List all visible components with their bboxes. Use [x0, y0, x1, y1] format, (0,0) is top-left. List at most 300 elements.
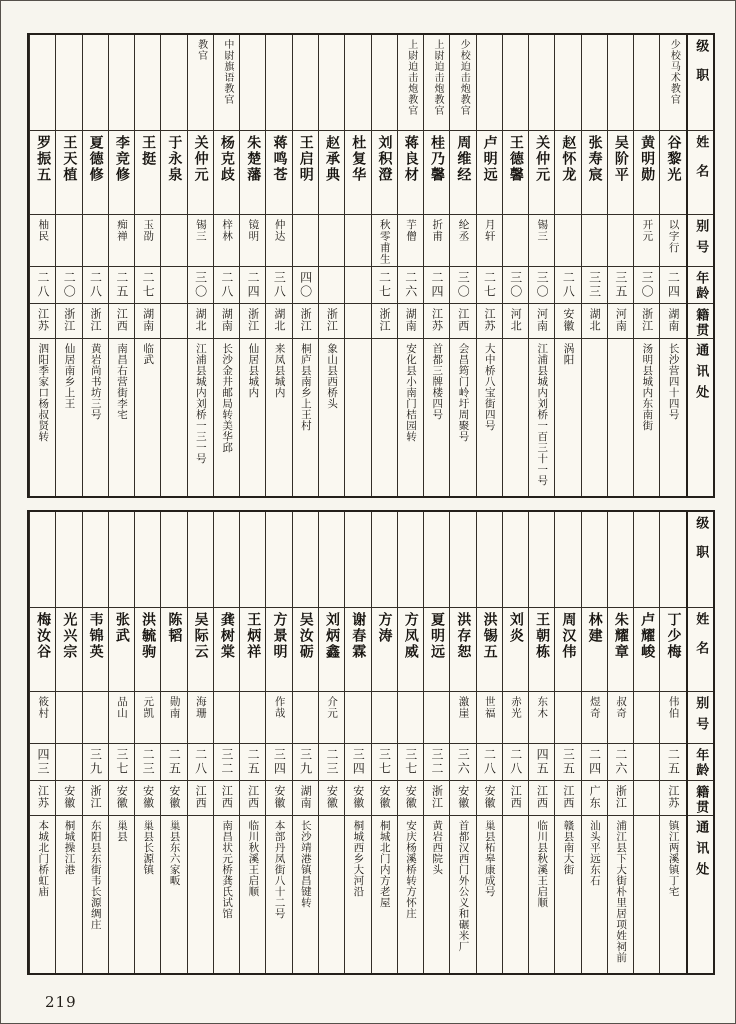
name-cell — [188, 131, 213, 215]
person-column — [607, 35, 633, 496]
alias-cell — [372, 692, 397, 744]
rank-cell — [83, 35, 108, 131]
addr-cell — [188, 816, 213, 973]
person-column — [554, 35, 580, 496]
addr-cell — [345, 816, 370, 973]
name-cell — [372, 608, 397, 692]
addr-text: 长沙营四十四号 — [667, 343, 680, 420]
rank-cell — [529, 35, 554, 131]
alias-cell — [293, 215, 318, 267]
person-column — [659, 512, 685, 973]
addr-cell — [109, 339, 134, 496]
age-text: 二八 — [508, 748, 523, 776]
alias-cell — [398, 215, 423, 267]
name-cell — [240, 131, 265, 215]
age-cell — [135, 267, 160, 304]
age-cell — [555, 267, 580, 304]
name-cell — [608, 131, 633, 215]
native-text: 江苏 — [36, 785, 50, 809]
age-cell — [529, 267, 554, 304]
native-text: 浙江 — [614, 785, 628, 809]
alias-text: 勋南 — [168, 696, 181, 719]
age-text: 二四 — [246, 271, 261, 299]
name-cell — [450, 608, 475, 692]
alias-text: 煜奇 — [588, 696, 601, 719]
name-cell — [319, 131, 344, 215]
native-cell — [135, 304, 160, 339]
alias-cell — [345, 215, 370, 267]
age-cell — [240, 267, 265, 304]
age-text: 二八 — [88, 271, 103, 299]
alias-text: 海珊 — [194, 696, 207, 719]
person-column — [213, 35, 239, 496]
native-text: 安徽 — [483, 785, 497, 809]
rank-cell — [30, 35, 55, 131]
rank-cell — [319, 35, 344, 131]
age-cell — [608, 744, 633, 781]
addr-text: 象山县西桥头 — [326, 343, 339, 409]
native-text: 安徽 — [325, 785, 339, 809]
rank-cell — [293, 512, 318, 608]
rank-cell — [608, 512, 633, 608]
native-cell — [608, 781, 633, 816]
addr-cell — [398, 816, 423, 973]
name-cell — [634, 608, 659, 692]
addr-text: 泗阳季家口杨叔贤转 — [37, 343, 50, 442]
age-cell — [660, 744, 685, 781]
addr-text: 安化县小南门桔园转 — [404, 343, 417, 442]
person-column — [659, 35, 685, 496]
native-cell — [450, 304, 475, 339]
age-text: 三五 — [561, 748, 576, 776]
alias-text: 锡三 — [194, 219, 207, 242]
native-cell — [135, 781, 160, 816]
person-column — [134, 35, 160, 496]
name-cell — [660, 608, 685, 692]
age-text: 二八 — [193, 748, 208, 776]
rank-cell — [634, 512, 659, 608]
alias-cell — [30, 692, 55, 744]
alias-cell — [424, 215, 449, 267]
name-text: 桂乃馨 — [429, 135, 446, 183]
name-cell — [582, 131, 607, 215]
addr-text: 南昌状元桥龚氏试馆 — [221, 820, 234, 919]
name-text: 刘炎 — [507, 612, 524, 644]
addr-text: 临武 — [142, 343, 155, 365]
row-header-column — [686, 512, 713, 973]
addr-cell — [529, 339, 554, 496]
name-cell — [345, 131, 370, 215]
alias-cell — [240, 215, 265, 267]
addr-cell — [529, 816, 554, 973]
age-header-label: 年龄 — [693, 748, 709, 778]
alias-cell — [83, 215, 108, 267]
age-text: 二四 — [666, 271, 681, 299]
age-cell — [372, 267, 397, 304]
age-text: 二七 — [377, 271, 392, 299]
alias-text: 纶丞 — [457, 219, 470, 242]
rank-cell — [214, 512, 239, 608]
person-column — [160, 512, 186, 973]
alias-cell — [503, 215, 528, 267]
rank-header-label: 级职 — [693, 39, 709, 97]
age-cell — [503, 744, 528, 781]
name-text: 龚树棠 — [218, 612, 235, 660]
native-text: 安徽 — [456, 785, 470, 809]
name-cell — [109, 608, 134, 692]
person-column — [318, 512, 344, 973]
rank-cell — [424, 35, 449, 131]
name-text: 王天植 — [61, 135, 78, 183]
addr-cell — [608, 816, 633, 973]
native-cell — [634, 781, 659, 816]
age-cell — [424, 744, 449, 781]
addr-text: 巢县 — [116, 820, 129, 842]
addr-cell — [555, 339, 580, 496]
person-column — [581, 35, 607, 496]
person-column — [371, 35, 397, 496]
alias-header-label: 别号 — [693, 696, 709, 738]
addr-cell — [214, 339, 239, 496]
age-cell — [240, 744, 265, 781]
person-column — [265, 35, 291, 496]
addr-text: 仙居县城内 — [247, 343, 260, 398]
person-column — [29, 35, 55, 496]
native-cell — [345, 304, 370, 339]
alias-cell — [319, 215, 344, 267]
rank-cell — [582, 35, 607, 131]
addr-text: 桐城操江港 — [63, 820, 76, 875]
person-column — [239, 512, 265, 973]
native-cell — [319, 304, 344, 339]
alias-header — [688, 692, 713, 744]
rank-header-label: 级职 — [693, 516, 709, 574]
rank-cell — [372, 512, 397, 608]
person-column — [187, 35, 213, 496]
native-cell — [293, 781, 318, 816]
native-text: 浙江 — [325, 308, 339, 332]
name-cell — [372, 131, 397, 215]
age-cell — [398, 267, 423, 304]
name-cell — [529, 608, 554, 692]
addr-cell — [345, 339, 370, 496]
native-cell — [161, 781, 186, 816]
age-text: 二五 — [246, 748, 261, 776]
name-text: 林建 — [586, 612, 603, 644]
native-cell — [555, 304, 580, 339]
name-text: 王朝栋 — [534, 612, 551, 660]
name-text: 洪毓驹 — [140, 612, 157, 660]
name-text: 王启明 — [297, 135, 314, 183]
name-text: 韦锦英 — [87, 612, 104, 660]
rank-cell — [188, 35, 213, 131]
alias-cell — [30, 215, 55, 267]
person-column — [449, 35, 475, 496]
age-text: 三〇 — [640, 271, 655, 299]
person-column — [423, 35, 449, 496]
native-text: 浙江 — [640, 308, 654, 332]
addr-text: 巢县东六家畈 — [168, 820, 181, 886]
alias-text: 东木 — [536, 696, 549, 719]
alias-text: 介元 — [326, 696, 339, 719]
name-text: 周汉伟 — [560, 612, 577, 660]
age-text: 二七 — [482, 271, 497, 299]
rank-cell — [660, 35, 685, 131]
native-text: 广东 — [588, 785, 602, 809]
addr-text: 黄岩西院头 — [431, 820, 444, 875]
age-cell — [56, 267, 81, 304]
name-text: 方凤威 — [402, 612, 419, 660]
native-text: 江西 — [220, 785, 234, 809]
alias-cell — [555, 215, 580, 267]
age-text: 三〇 — [508, 271, 523, 299]
native-text: 江苏 — [430, 308, 444, 332]
rank-cell — [214, 35, 239, 131]
addr-text: 东阳县东街韦长源绸庄 — [89, 820, 102, 930]
age-cell — [161, 744, 186, 781]
age-text: 三九 — [298, 748, 313, 776]
addr-cell — [83, 339, 108, 496]
rank-cell — [135, 512, 160, 608]
roster-tables — [27, 33, 715, 975]
age-cell — [56, 744, 81, 781]
name-cell — [450, 131, 475, 215]
name-cell — [83, 608, 108, 692]
native-text: 安徽 — [115, 785, 129, 809]
age-text: 二八 — [482, 748, 497, 776]
native-cell — [398, 781, 423, 816]
addr-cell — [634, 339, 659, 496]
name-cell — [582, 608, 607, 692]
name-text: 方景明 — [271, 612, 288, 660]
addr-cell — [660, 339, 685, 496]
alias-cell — [608, 215, 633, 267]
person-column — [476, 512, 502, 973]
alias-text: 仲达 — [273, 219, 286, 242]
person-column — [108, 512, 134, 973]
age-cell — [30, 267, 55, 304]
rank-cell — [450, 35, 475, 131]
address-header-label: 通讯处 — [693, 820, 709, 883]
native-cell — [345, 781, 370, 816]
alias-text: 以字行 — [667, 219, 680, 254]
rank-cell — [266, 512, 291, 608]
native-text: 安徽 — [404, 785, 418, 809]
alias-text: 痴禅 — [116, 219, 129, 242]
native-cell — [634, 304, 659, 339]
alias-cell — [529, 692, 554, 744]
name-text: 王德馨 — [507, 135, 524, 183]
rank-cell — [634, 35, 659, 131]
native-cell — [109, 304, 134, 339]
native-cell — [582, 304, 607, 339]
page-number: 219 — [45, 993, 77, 1011]
native-text: 河北 — [509, 308, 523, 332]
person-column — [449, 512, 475, 973]
rank-text: 少校马术教官 — [668, 39, 680, 105]
addr-cell — [161, 339, 186, 496]
alias-header-label: 别号 — [693, 219, 709, 261]
address-header-label: 通讯处 — [693, 343, 709, 406]
person-column — [239, 35, 265, 496]
alias-cell — [56, 692, 81, 744]
addr-cell — [240, 816, 265, 973]
native-cell — [424, 781, 449, 816]
name-header — [688, 131, 713, 215]
alias-text: 镜明 — [247, 219, 260, 242]
addr-text: 临川秋溪王启顺 — [247, 820, 260, 897]
age-text: 四〇 — [298, 271, 313, 299]
name-cell — [477, 608, 502, 692]
age-cell — [319, 267, 344, 304]
native-cell — [161, 304, 186, 339]
addr-cell — [214, 816, 239, 973]
alias-text: 开元 — [641, 219, 654, 242]
name-cell — [503, 131, 528, 215]
name-cell — [424, 131, 449, 215]
name-text: 杜复华 — [350, 135, 367, 183]
name-cell — [398, 131, 423, 215]
native-text: 湖北 — [272, 308, 286, 332]
alias-text: 伟伯 — [667, 696, 680, 719]
person-column — [265, 512, 291, 973]
name-cell — [83, 131, 108, 215]
addr-cell — [188, 339, 213, 496]
name-cell — [266, 131, 291, 215]
age-text: 二〇 — [62, 271, 77, 299]
native-text: 安徽 — [141, 785, 155, 809]
alias-text: 梓林 — [221, 219, 234, 242]
addr-cell — [503, 339, 528, 496]
age-text: 四三 — [36, 748, 51, 776]
alias-text: 品山 — [116, 696, 129, 719]
addr-text: 江浦县城内刘桥一百三十一号 — [536, 343, 549, 486]
age-cell — [345, 267, 370, 304]
age-text: 三七 — [403, 748, 418, 776]
age-cell — [293, 267, 318, 304]
age-text: 二四 — [430, 271, 444, 299]
name-text: 于永泉 — [166, 135, 183, 183]
person-column — [160, 35, 186, 496]
alias-header — [688, 215, 713, 267]
rank-cell — [161, 512, 186, 608]
name-text: 张武 — [113, 612, 130, 644]
age-cell — [424, 267, 449, 304]
age-cell — [372, 744, 397, 781]
age-cell — [266, 744, 291, 781]
native-text: 安徽 — [377, 785, 391, 809]
alias-cell — [582, 215, 607, 267]
name-cell — [188, 608, 213, 692]
addr-text: 南昌右营街李宅 — [116, 343, 129, 420]
name-text: 杨克歧 — [218, 135, 235, 183]
age-header-label: 年龄 — [693, 271, 709, 301]
native-cell — [188, 781, 213, 816]
native-text: 浙江 — [62, 308, 76, 332]
rank-cell — [529, 512, 554, 608]
person-column — [213, 512, 239, 973]
name-text: 吴阶平 — [612, 135, 629, 183]
age-text: 二三 — [324, 748, 339, 776]
addr-cell — [372, 339, 397, 496]
rank-cell — [503, 35, 528, 131]
person-column — [397, 35, 423, 496]
rank-text: 上尉迫击炮教官 — [405, 39, 417, 116]
age-cell — [188, 267, 213, 304]
age-text: 三〇 — [535, 271, 550, 299]
alias-text: 芋僧 — [404, 219, 417, 242]
name-cell — [56, 608, 81, 692]
name-text: 洪存恕 — [455, 612, 472, 660]
rank-cell — [345, 512, 370, 608]
name-cell — [135, 608, 160, 692]
native-cell — [529, 781, 554, 816]
age-text: 二三 — [141, 748, 156, 776]
name-cell — [109, 131, 134, 215]
person-column — [528, 35, 554, 496]
rank-cell — [608, 35, 633, 131]
name-header-label: 姓名 — [693, 612, 709, 670]
addr-text: 临川县秋溪王启顺 — [536, 820, 549, 908]
person-column — [344, 512, 370, 973]
addr-cell — [555, 816, 580, 973]
age-cell — [634, 267, 659, 304]
alias-cell — [503, 692, 528, 744]
native-text: 浙江 — [377, 308, 391, 332]
name-cell — [293, 608, 318, 692]
native-cell — [660, 304, 685, 339]
alias-cell — [188, 215, 213, 267]
native-cell — [214, 781, 239, 816]
addr-text: 汤明县城内东南街 — [641, 343, 654, 431]
native-text: 浙江 — [89, 308, 103, 332]
native-cell — [503, 304, 528, 339]
native-cell — [83, 781, 108, 816]
name-cell — [477, 131, 502, 215]
native-cell — [266, 781, 291, 816]
name-cell — [135, 131, 160, 215]
name-cell — [161, 608, 186, 692]
native-text: 湖北 — [588, 308, 602, 332]
age-cell — [214, 267, 239, 304]
person-column — [581, 512, 607, 973]
native-cell — [214, 304, 239, 339]
age-cell — [293, 744, 318, 781]
name-cell — [161, 131, 186, 215]
native-text: 安徽 — [62, 785, 76, 809]
alias-cell — [266, 215, 291, 267]
native-text: 安徽 — [351, 785, 365, 809]
addr-text: 来凤县城内 — [273, 343, 286, 398]
addr-cell — [293, 816, 318, 973]
name-text: 梅汝谷 — [35, 612, 52, 660]
name-cell — [266, 608, 291, 692]
age-cell — [450, 744, 475, 781]
name-cell — [555, 608, 580, 692]
name-text: 关仲元 — [534, 135, 551, 183]
native-cell — [240, 304, 265, 339]
alias-text: 赤光 — [510, 696, 523, 719]
age-text: 三五 — [613, 271, 628, 299]
name-text: 谷黎光 — [665, 135, 682, 183]
native-cell — [477, 304, 502, 339]
person-column — [134, 512, 160, 973]
native-text: 浙江 — [246, 308, 260, 332]
age-cell — [345, 744, 370, 781]
addr-text: 赣县南大街 — [562, 820, 575, 875]
native-cell — [424, 304, 449, 339]
name-cell — [319, 608, 344, 692]
